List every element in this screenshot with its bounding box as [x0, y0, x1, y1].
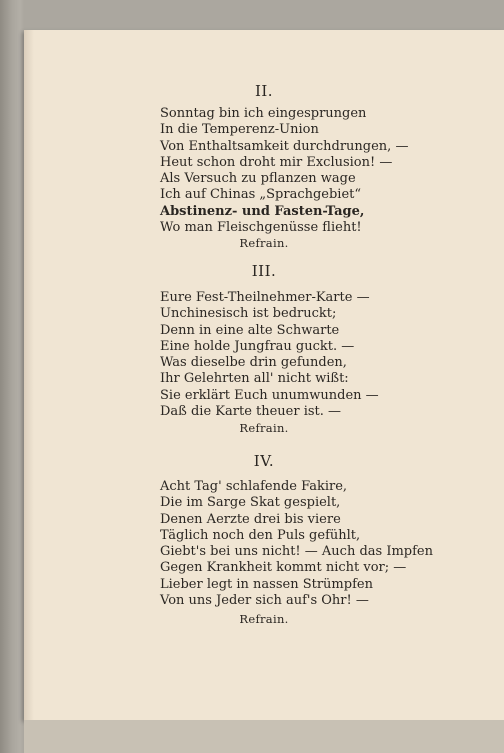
- stanza-line: Täglich noch den Puls gefühlt,: [160, 527, 361, 543]
- stanza-line: Gegen Krankheit kommt nicht vor; —: [160, 560, 407, 576]
- stanza-line: Sie erklärt Euch unumwunden —: [160, 387, 379, 403]
- stanza-line: Sonntag bin ich eingesprungen: [160, 106, 367, 121]
- stanza-4: [160, 479, 460, 609]
- stanza-line: Unchinesisch ist bedruckt;: [160, 306, 337, 322]
- book-page: [24, 30, 504, 720]
- stanza-line: Giebt's bei uns nicht! — Auch das Impfen: [160, 544, 433, 560]
- stanza-2-numeral: II.: [254, 82, 274, 100]
- stanza-3: [160, 290, 460, 420]
- stanza-line: Daß die Karte theuer ist. —: [160, 404, 342, 420]
- stanza-2-refrain: Refrain.: [239, 236, 289, 250]
- stanza-line: Denn in eine alte Schwarte: [160, 322, 340, 338]
- stanza-line: Abstinenz- und Fasten-Tage,: [160, 203, 365, 219]
- stanza-line: Ihr Gelehrten all' nicht wißt:: [160, 371, 349, 387]
- stanza-line: Was dieselbe drin gefunden,: [160, 355, 347, 371]
- scan-bottom-edge: [24, 720, 504, 753]
- stanza-4-numeral: IV.: [253, 452, 275, 470]
- stanza-line: Eine holde Jungfrau guckt. —: [160, 338, 355, 354]
- stanza-2: [160, 106, 460, 236]
- stanza-line: Denen Aerzte drei bis viere: [160, 511, 341, 527]
- stanza-4-refrain: Refrain.: [239, 612, 289, 626]
- stanza-line: [160, 290, 460, 306]
- stanza-line: Von uns Jeder sich auf's Ohr! —: [160, 593, 369, 609]
- stanza-3-numeral: III.: [251, 262, 277, 280]
- stanza-line: Heut schon droht mir Exclusion! —: [160, 154, 393, 170]
- stanza-line: Die im Sarge Skat gespielt,: [160, 495, 341, 511]
- stanza-line: Als Versuch zu pflanzen wage: [160, 171, 356, 187]
- stanza-3-refrain: Refrain.: [239, 421, 289, 435]
- stanza-line-part: Eure Fest-Theilnehmer-Karte —: [160, 290, 370, 305]
- stanza-line: Lieber legt in nassen Strümpfen: [160, 576, 373, 592]
- stanza-line: Wo man Fleischgenüsse flieht!: [160, 220, 362, 236]
- stanza-line: In die Temperenz-Union: [160, 122, 319, 138]
- stanza-line: Ich auf Chinas „Sprachgebiet“: [160, 187, 362, 203]
- stanza-line: Von Enthaltsamkeit durchdrungen, —: [160, 138, 409, 154]
- stanza-line: Acht Tag' schlafende Fakire,: [160, 479, 348, 494]
